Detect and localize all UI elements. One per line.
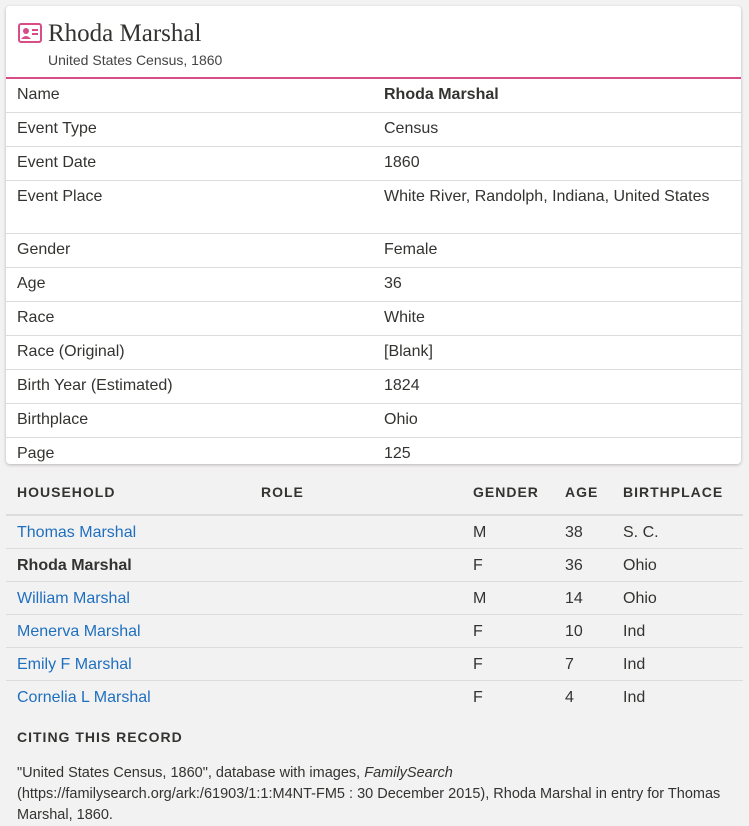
field-label: Gender — [17, 241, 71, 258]
field-label: Event Place — [17, 188, 103, 205]
citation-text — [17, 763, 737, 826]
field-value: Census — [384, 120, 439, 137]
member-age: 14 — [565, 590, 583, 607]
member-gender: F — [473, 656, 483, 673]
household-member-row — [6, 516, 743, 549]
member-gender: M — [473, 524, 487, 541]
field-value: Rhoda Marshal — [384, 86, 499, 103]
field-row — [6, 268, 741, 302]
field-value: 1824 — [384, 377, 420, 394]
household-member-row — [6, 582, 743, 615]
field-value: 125 — [384, 445, 411, 462]
member-age: 10 — [565, 623, 583, 640]
collection-subtitle: United States Census, 1860 — [48, 52, 223, 68]
gender-column-header: GENDER — [473, 484, 539, 500]
household-member-link[interactable]: Thomas Marshal — [17, 524, 137, 541]
citation-text-before: "United States Census, 1860", database with images, — [17, 765, 365, 781]
role-column-header: ROLE — [261, 484, 304, 500]
field-value: 36 — [384, 275, 402, 292]
field-label: Race — [17, 309, 55, 326]
household-member-link[interactable]: Emily F Marshal — [17, 656, 132, 673]
field-value: Ohio — [384, 411, 418, 428]
field-row — [6, 336, 741, 370]
field-value: Female — [384, 241, 438, 258]
field-label: Birth Year (Estimated) — [17, 377, 173, 394]
record-card-icon — [18, 23, 42, 43]
member-birthplace: Ohio — [623, 557, 657, 574]
household-member-link[interactable]: Menerva Marshal — [17, 623, 141, 640]
citation-text-after: (https://familysearch.org/ark:/61903/1:1:M4NT-FM5 : 30 December 2015), Rhoda Marshal in entry for Thomas Marshal, 1860. — [17, 786, 721, 823]
household-member-row — [6, 549, 743, 582]
field-label: Event Type — [17, 120, 97, 137]
member-gender: F — [473, 557, 483, 574]
field-value: 1860 — [384, 154, 420, 171]
household-table — [0, 476, 749, 713]
citation-heading: CITING THIS RECORD — [17, 729, 183, 745]
member-gender: F — [473, 689, 483, 706]
field-row — [6, 302, 741, 336]
field-label: Page — [17, 445, 55, 462]
citation-source: FamilySearch — [364, 765, 453, 781]
birthplace-column-header: BIRTHPLACE — [623, 484, 724, 500]
field-row — [6, 438, 741, 464]
record-card — [6, 6, 741, 464]
household-member-link[interactable]: Cornelia L Marshal — [17, 689, 151, 706]
field-row — [6, 370, 741, 404]
field-row — [6, 79, 741, 113]
household-member-row — [6, 648, 743, 681]
household-member-link[interactable]: William Marshal — [17, 590, 130, 607]
member-birthplace: Ohio — [623, 590, 657, 607]
field-value: White — [384, 309, 425, 326]
record-fields-table — [6, 79, 741, 464]
field-row — [6, 147, 741, 181]
household-member-row — [6, 681, 743, 713]
field-row — [6, 181, 741, 234]
household-members — [0, 516, 749, 713]
field-value: [Blank] — [384, 343, 433, 360]
member-birthplace: Ind — [623, 656, 646, 673]
member-age: 7 — [565, 656, 574, 673]
field-label: Event Date — [17, 154, 97, 171]
field-label: Name — [17, 86, 60, 103]
household-member-row — [6, 615, 743, 648]
household-header-row — [6, 476, 743, 516]
field-row — [6, 404, 741, 438]
member-age: 36 — [565, 557, 583, 574]
field-row — [6, 113, 741, 147]
member-birthplace: Ind — [623, 623, 646, 640]
age-column-header: AGE — [565, 484, 599, 500]
field-value: White River, Randolph, Indiana, United States — [384, 188, 710, 205]
page-title: Rhoda Marshal — [48, 20, 202, 47]
member-age: 38 — [565, 524, 583, 541]
household-column-header: HOUSEHOLD — [17, 484, 116, 500]
field-label: Birthplace — [17, 411, 89, 428]
member-birthplace: S. C. — [623, 524, 659, 541]
household-member-name: Rhoda Marshal — [17, 557, 132, 574]
member-gender: M — [473, 590, 487, 607]
field-label: Age — [17, 275, 46, 292]
record-header — [6, 6, 741, 79]
member-age: 4 — [565, 689, 574, 706]
field-row — [6, 234, 741, 268]
member-birthplace: Ind — [623, 689, 646, 706]
member-gender: F — [473, 623, 483, 640]
field-label: Race (Original) — [17, 343, 125, 360]
